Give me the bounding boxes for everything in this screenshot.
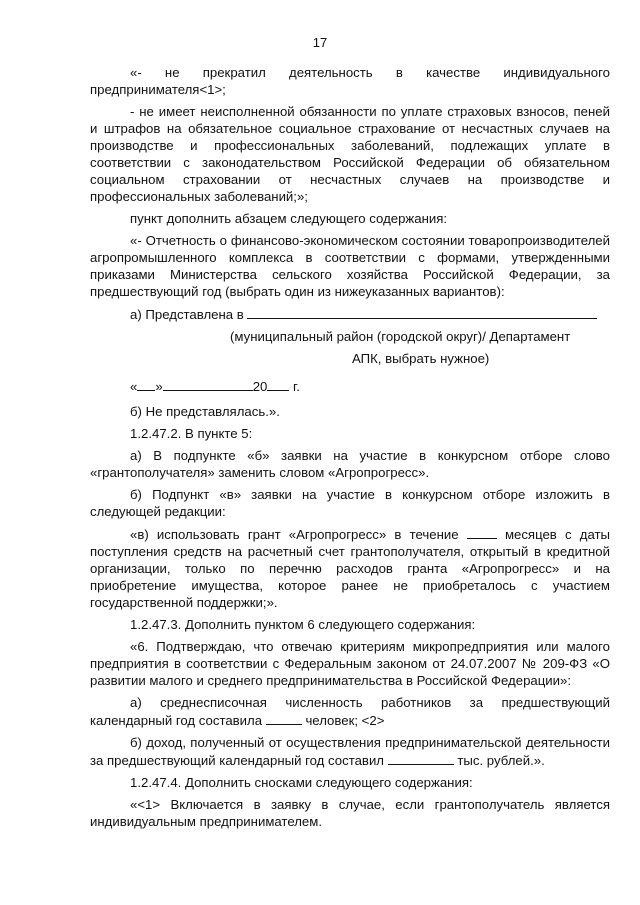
- paragraph-footnote-1: «<1> Включается в заявку в случае, если грантополучатель является индивидуальным предпринимателем.: [90, 797, 610, 829]
- paragraph-subclause-b: а) В подпункте «б» заявки на участие в конкурсном отборе слово «грантополучателя» заменить словом «Агропрогресс».: [90, 448, 610, 480]
- paragraph-not-submitted: б) Не представлялась.».: [130, 404, 280, 419]
- blank-line-field: [247, 305, 597, 319]
- paragraph-income: [90, 734, 610, 769]
- blank-months-field: [467, 525, 497, 539]
- paragraph-criteria-confirmation: «6. Подтверждаю, что отвечаю критериям микропредприятия или малого предприятия в соответствии с Федеральным законом от 24.07.2007 № 209-ФЗ «О развитии малого и среднего предпринимательства в Российской Федерации»:: [90, 639, 610, 688]
- paragraph-headcount: [90, 694, 610, 729]
- paragraph-grant-usage: [90, 525, 610, 611]
- field-caption-line2: АПК, выбрать нужное): [352, 351, 490, 366]
- paragraph-not-ceased-activity: [90, 64, 610, 81]
- paragraph-not-ceased-activity-cont: [90, 81, 610, 98]
- paragraph-submitted-to: [90, 305, 610, 323]
- blank-year-field: [267, 377, 289, 391]
- date-century: 20: [252, 379, 268, 394]
- page-number: 17: [312, 35, 328, 50]
- blank-headcount-field: [266, 711, 302, 725]
- paragraph-text: «в) использовать грант «Агропрогресс» в течение: [130, 527, 459, 542]
- paragraph-text: тыс. рублей.».: [457, 753, 545, 768]
- paragraph-text: «- не прекратил деятельность в качестве индивидуального: [130, 65, 610, 80]
- paragraph-text: б) доход, полученный от осуществления предпринимательской деятельности за предшествующий календарный год составил: [90, 735, 610, 768]
- paragraph-subclause-v: б) Подпункт «в» заявки на участие в конкурсном отборе изложить в следующей редакции:: [90, 487, 610, 519]
- paragraph-add-clause: пункт дополнить абзацем следующего содержания:: [130, 211, 448, 226]
- date-quote-open: «: [130, 379, 138, 394]
- blank-month-field: [163, 377, 253, 391]
- paragraph-text: а) Представлена в: [130, 307, 244, 322]
- date-line: [90, 377, 610, 395]
- blank-day-field: [137, 377, 155, 391]
- paragraph-text: месяцев с даты поступления средств на расчетный счет грантополучателя, открытый в кредитной организации, только по перечню расходов гранта «Агропрогресс» и на приобретение имущества, которое ранее не приобреталось с участием государственной поддержки;».: [90, 527, 611, 610]
- paragraph-section-1-2-47-3: 1.2.47.3. Дополнить пунктом 6 следующего содержания:: [130, 617, 476, 632]
- paragraph-text: а) среднесписочная численность работников за предшествующий календарный год составила: [90, 695, 610, 728]
- paragraph-reporting: «- Отчетность о финансово-экономическом состоянии товаропроизводителей агропромышленного комплекса в соответствии с формами, утвержденными приказами Министерства сельского хозяйства Российской Федерации, за предшествующий год (выбрать один из нижеуказанных вариантов):: [90, 233, 610, 299]
- date-year-suffix: г.: [293, 379, 300, 394]
- field-caption-line1: (муниципальный район (городской округ)/ Департамент: [230, 329, 571, 344]
- date-quote-close: »: [155, 379, 163, 394]
- paragraph-text: предпринимателя<1>;: [90, 82, 226, 97]
- blank-income-field: [388, 751, 454, 765]
- paragraph-section-1-2-47-4: 1.2.47.4. Дополнить сносками следующего содержания:: [130, 775, 473, 790]
- paragraph-text: человек; <2>: [305, 713, 385, 728]
- paragraph-no-unpaid-obligation: - не имеет неисполненной обязанности по уплате страховых взносов, пеней и штрафов на обязательное социальное страхование от несчастных случаев на производстве и профессиональных заболеваний, подлежащих уплате в соответствии с законодательством Российской Федерации об обязательном социальном страховании от несчастных случаев на производстве и профессиональных заболеваний;»;: [90, 104, 610, 204]
- paragraph-section-1-2-47-2: 1.2.47.2. В пункте 5:: [130, 426, 253, 441]
- document-body: [90, 64, 610, 835]
